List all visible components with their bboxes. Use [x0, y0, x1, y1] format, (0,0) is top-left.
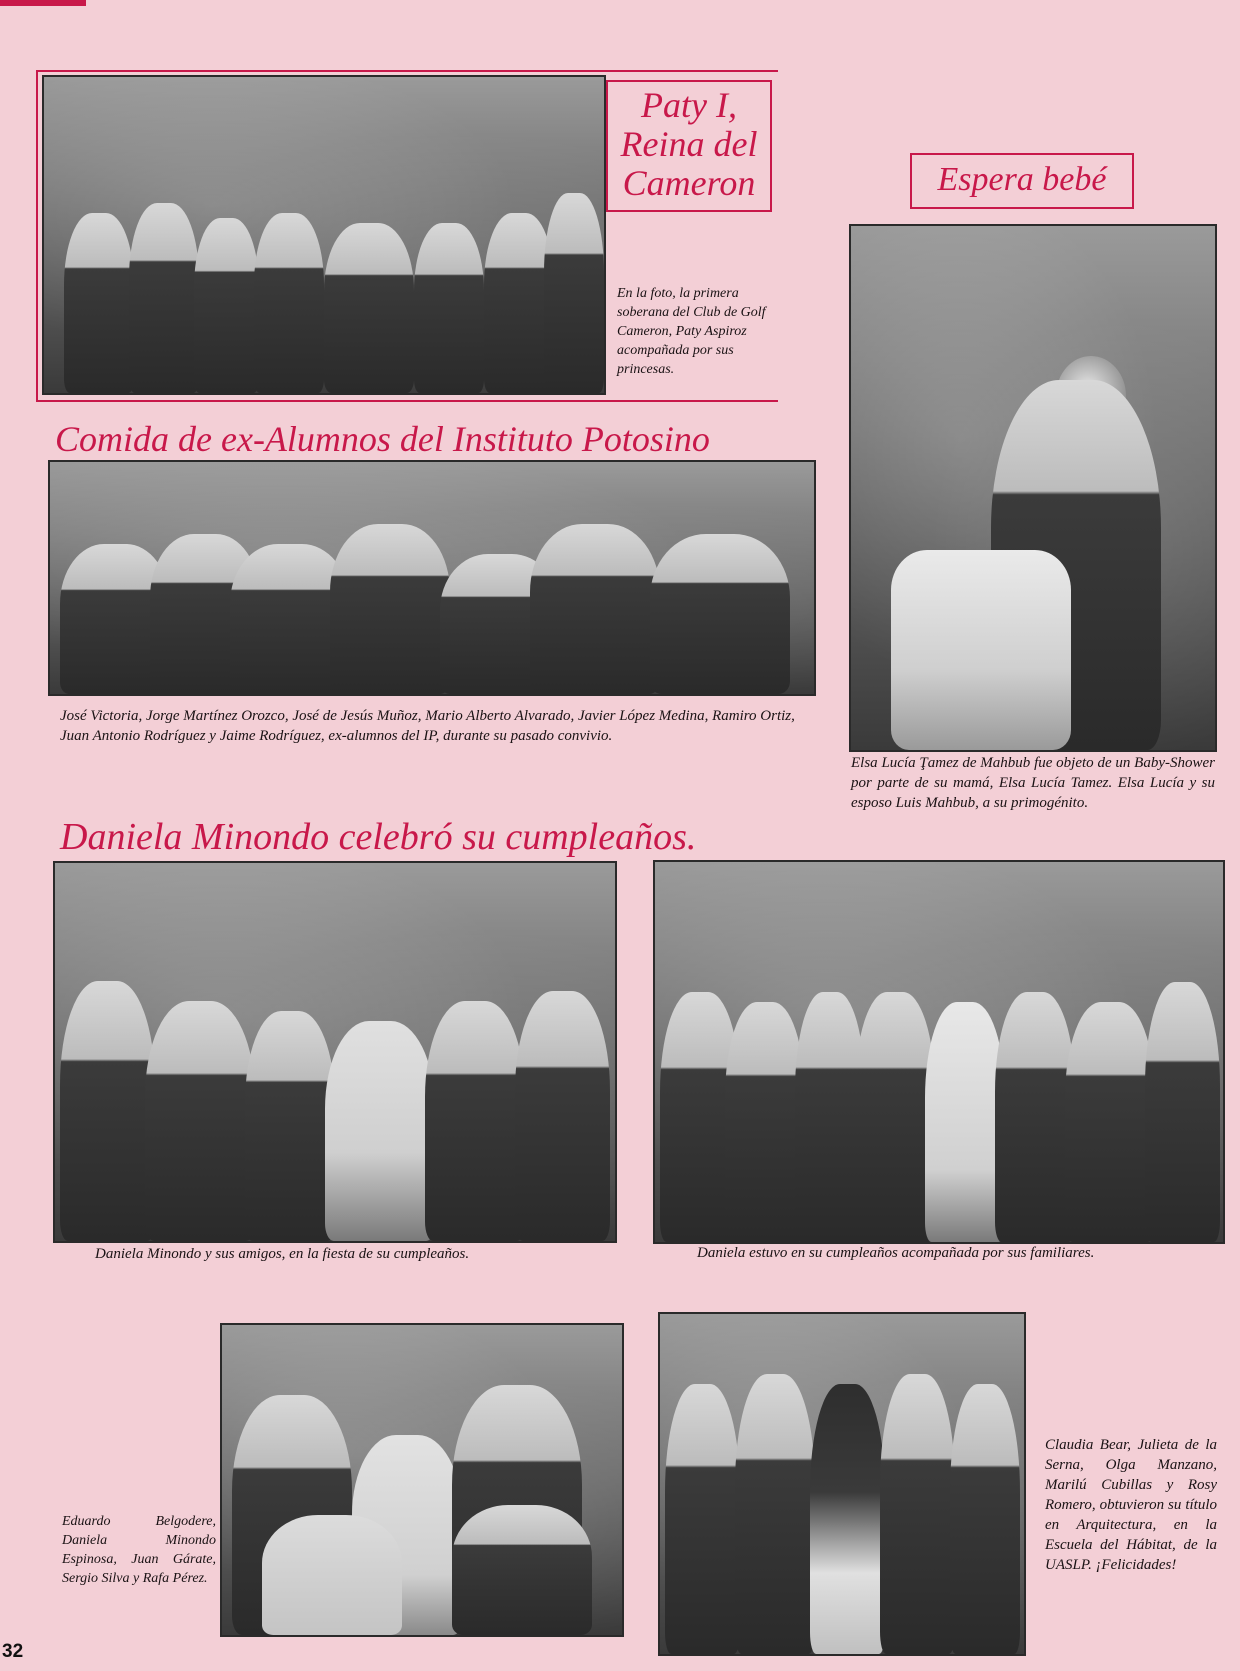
- page-number: 32: [2, 1641, 24, 1662]
- daniela-friends-caption: Daniela Minondo y sus amigos, en la fiesta de su cumpleaños.: [95, 1246, 470, 1262]
- daniela-title: Daniela Minondo celebró su cumpleaños.: [60, 816, 697, 858]
- espera-title: Espera bebé: [910, 153, 1134, 209]
- comida-title: Comida de ex-Alumnos del Instituto Potosino: [55, 419, 710, 459]
- daniela-family-photo: [653, 860, 1225, 1244]
- paty-title-line-3: Cameron: [622, 163, 756, 203]
- daniela-group-photo: [220, 1323, 624, 1637]
- arquitectura-photo: [658, 1312, 1026, 1656]
- daniela-group-caption: Eduardo Belgodere, Daniela Minondo Espinosa, Juan Gárate, Sergio Silva y Rafa Pérez.: [62, 1514, 216, 1586]
- comida-caption: José Victoria, Jorge Martínez Orozco, José de Jesús Muñoz, Mario Alberto Alvarado, Javier López Medina, Ramiro Ortiz, Juan Antonio Rodríguez y Jaime Rodríguez, ex-alumnos del IP, durante su pasado convivio.: [60, 708, 795, 744]
- arquitectura-caption: Claudia Bear, Julieta de la Serna, Olga Manzano, Marilú Cubillas y Rosy Romero, obtuvieron su título en Arquitectura, en la Escuela del Hábitat, de la UASLP. ¡Felicidades!: [1045, 1437, 1217, 1573]
- paty-title: [606, 80, 772, 212]
- paty-title-line-2: Reina del: [620, 124, 758, 164]
- paty-photo: [42, 75, 606, 395]
- espera-caption: Elsa Lucía Ţamez de Mahbub fue objeto de un Baby-Shower por parte de su mamá, Elsa Lucía Tamez. Elsa Lucía y su esposo Luis Mahbub, a su primogénito.: [851, 755, 1215, 811]
- espera-photo: [849, 224, 1217, 752]
- paty-title-line-1: Paty I,: [641, 85, 737, 125]
- paty-caption: En la foto, la primera soberana del Club de Golf Cameron, Paty Aspiroz acompañada por sus princesas.: [617, 286, 766, 377]
- top-accent-bar: [0, 0, 86, 6]
- comida-photo: [48, 460, 816, 696]
- daniela-family-caption: Daniela estuvo en su cumpleaños acompañada por sus familiares.: [697, 1245, 1095, 1261]
- daniela-friends-photo: [53, 861, 617, 1243]
